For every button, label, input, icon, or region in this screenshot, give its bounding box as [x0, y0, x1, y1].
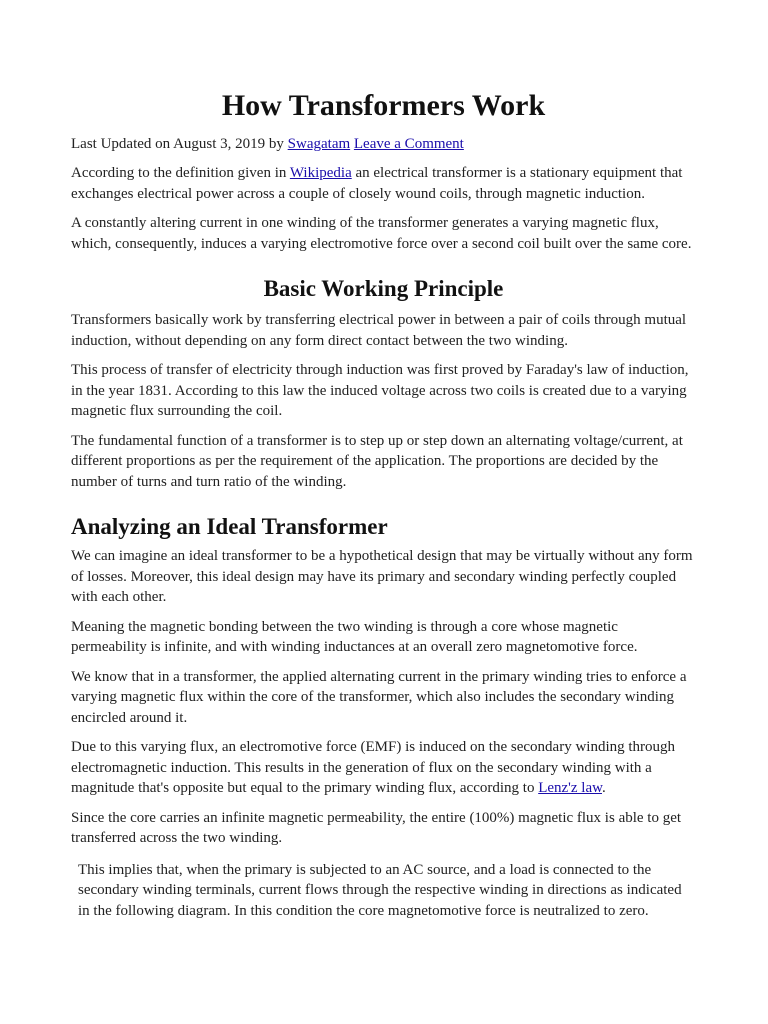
section2-paragraph-1: We can imagine an ideal transformer to be a hypothetical design that may be virtually without any form of losses. Moreover, this ideal design may have its primary and secondary winding perfectly coupled with each other.	[71, 548, 693, 605]
section1-paragraph-2: This process of transfer of electricity through induction was first proved by Faraday's law of induction, in the year 1831. According to this law the induced voltage across two coils is created due to a varying magnetic flux surrounding the coil.	[71, 362, 689, 419]
section-heading-ideal-transformer: Analyzing an Ideal Transformer	[71, 514, 388, 539]
section2-paragraph-4: Due to this varying flux, an electromotive force (EMF) is induced on the secondary winding through electromagnetic induction. This results in the generation of flux on the secondary winding with a magnitude that's opposite but equal to the primary winding flux, according to Lenz'z law.	[71, 739, 676, 796]
section2-paragraph-5: Since the core carries an infinite magnetic permeability, the entire (100%) magnetic flux is able to get transferred across the two winding.	[71, 809, 682, 846]
section1-paragraph-3: The fundamental function of a transformer is to step up or step down an alternating voltage/current, at different proportions as per the requirement of the application. The proportions are decided by the number of turns and turn ratio of the winding.	[71, 432, 683, 490]
intro-paragraph-1: According to the definition given in Wikipedia an electrical transformer is a stationary equipment that exchanges electrical power across a couple of closely wound coils, through magnetic induction.	[71, 165, 683, 202]
updated-text: Last Updated on August 3, 2019 by	[71, 136, 288, 152]
section2-paragraph-6: This implies that, when the primary is subjected to an AC source, and a load is connected to the secondary winding terminals, current flows through the respective winding in directions as indicated in the following diagram. In this condition the core magnetomotive force is neutralized to zero.	[78, 861, 682, 919]
section2-paragraph-3: We know that in a transformer, the applied alternating current in the primary winding tries to enforce a varying magnetic flux within the core of the transformer, which also includes the secondary winding encircled around it.	[71, 668, 687, 726]
leave-comment-link[interactable]: Leave a Comment	[353, 136, 464, 152]
wikipedia-link[interactable]: Wikipedia	[289, 165, 352, 181]
author-link[interactable]: Swagatam	[287, 136, 351, 152]
lenz-law-link[interactable]: Lenz'z law	[538, 780, 602, 796]
section-heading-basic-principle: Basic Working Principle	[263, 276, 504, 301]
article-meta	[71, 134, 696, 154]
page-title: How Transformers Work	[221, 89, 546, 122]
section2-paragraph-2: Meaning the magnetic bonding between the two winding is through a core whose magnetic permeability is infinite, and with winding inductances at an overall zero magnetomotive force.	[71, 618, 638, 655]
intro-paragraph-2: A constantly altering current in one winding of the transformer generates a varying magnetic flux, which, consequently, induces a varying electromotive force over a second coil built over the same core.	[71, 215, 692, 252]
section1-paragraph-1: Transformers basically work by transferring electrical power in between a pair of coils through mutual induction, without depending on any form direct contact between the two winding.	[71, 312, 687, 349]
